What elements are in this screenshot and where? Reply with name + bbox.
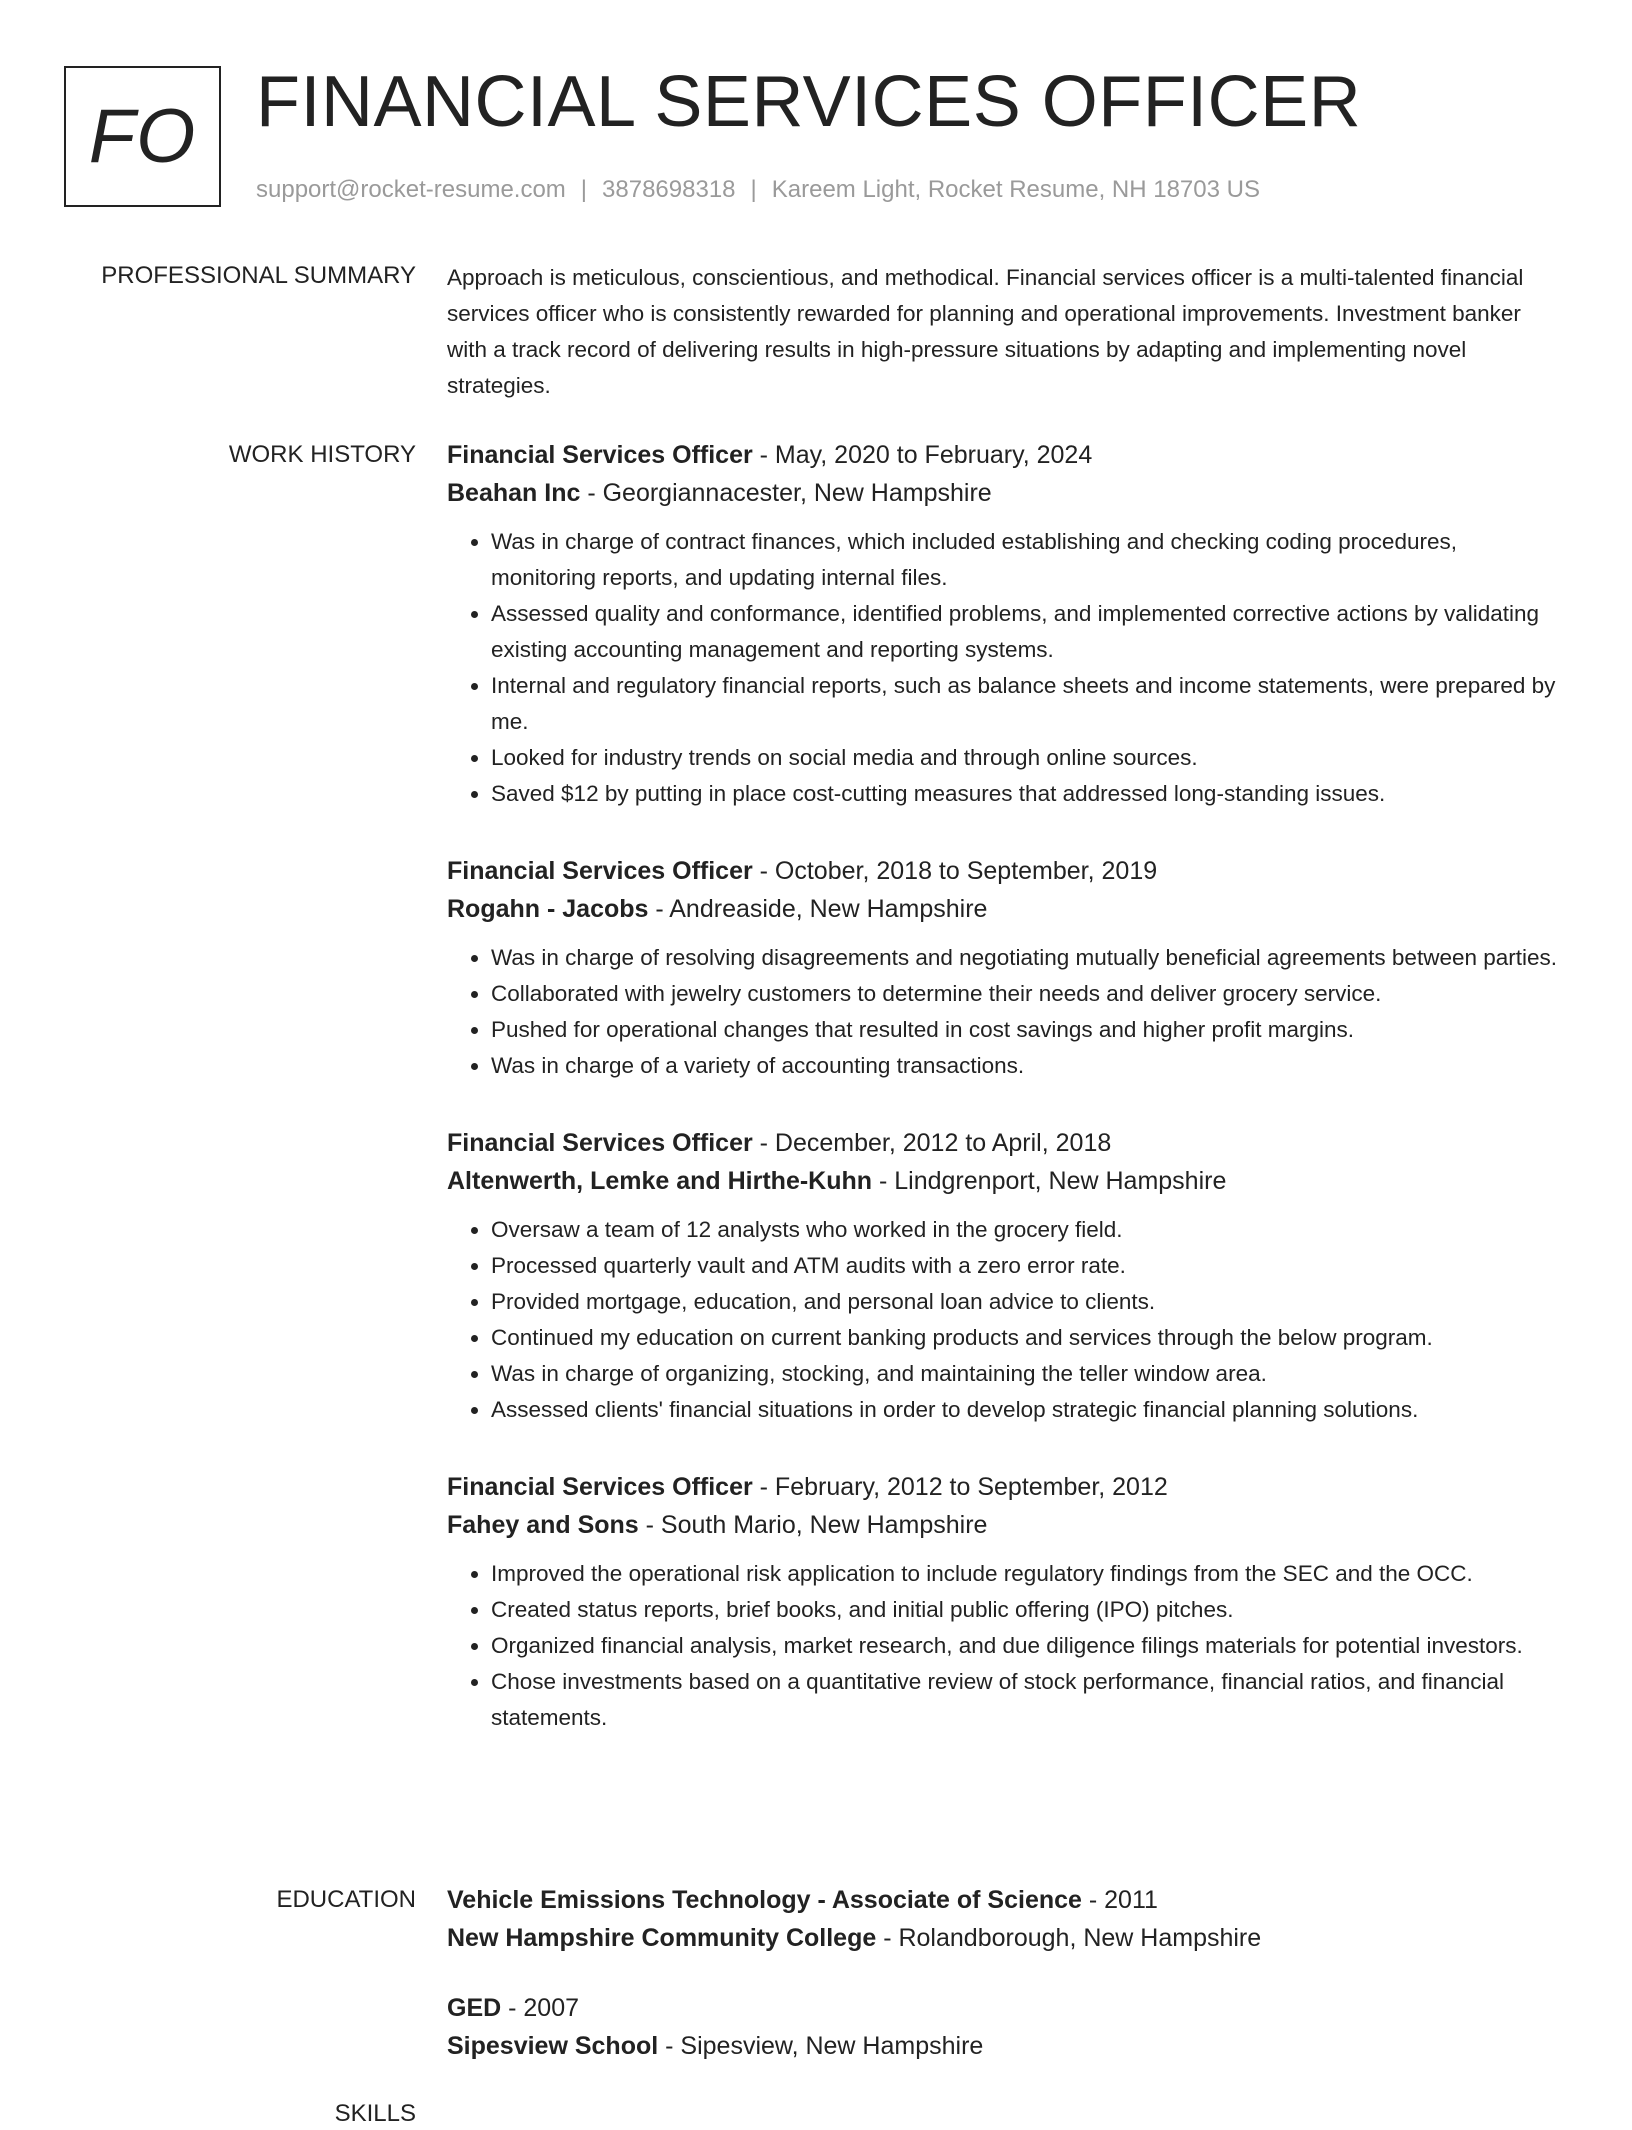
education-degree: GED <box>447 1994 502 2022</box>
education-location: - Sipesview, New Hampshire <box>658 2032 984 2060</box>
work-history-section <box>447 436 1565 1736</box>
contact-separator: | <box>580 176 588 203</box>
job-company: Fahey and Sons <box>447 1511 639 1539</box>
job-location: - Andreaside, New Hampshire <box>648 895 988 923</box>
contact-line <box>256 174 1260 206</box>
job-headline <box>447 852 1565 890</box>
education-headline <box>447 1881 1565 1919</box>
job-title: Financial Services Officer <box>447 441 753 469</box>
list-item: • Chose investments based on a quantitative review of stock performance, financial ratios, and financial statements. <box>491 1664 1565 1736</box>
list-item: • Internal and regulatory financial reports, such as balance sheets and income statements, were prepared by me. <box>491 668 1565 740</box>
list-item: • Oversaw a team of 12 analysts who worked in the grocery field. <box>491 1212 1565 1248</box>
job-dates: - December, 2012 to April, 2018 <box>752 1129 1112 1157</box>
list-item: • Assessed quality and conformance, identified problems, and implemented corrective actions by validating existing accounting management and reporting systems. <box>491 596 1565 668</box>
list-item: • Organized financial analysis, market research, and due diligence filings materials for potential investors. <box>491 1628 1565 1664</box>
education-degree: Vehicle Emissions Technology - Associate of Science <box>447 1886 1082 1914</box>
job-company-line <box>447 1506 1565 1544</box>
education-school-line <box>447 2027 1565 2065</box>
job-company: Altenwerth, Lemke and Hirthe-Kuhn <box>447 1167 873 1195</box>
job-company-line <box>447 1162 1565 1200</box>
education-location: - Rolandborough, New Hampshire <box>876 1924 1262 1952</box>
section-label-work: WORK HISTORY <box>228 441 416 468</box>
job-entry <box>447 1468 1565 1736</box>
monogram-logo: FO <box>64 66 221 207</box>
list-item: • Pushed for operational changes that resulted in cost savings and higher profit margins. <box>491 1012 1565 1048</box>
job-company: Rogahn - Jacobs <box>447 895 649 923</box>
job-headline <box>447 1124 1565 1162</box>
list-item: • Assessed clients' financial situations in order to develop strategic financial planning solutions. <box>491 1392 1565 1428</box>
job-location: - South Mario, New Hampshire <box>638 1511 988 1539</box>
job-headline <box>447 436 1565 474</box>
job-bullets <box>447 940 1565 1084</box>
contact-email: support@rocket-resume.com <box>256 176 566 203</box>
list-item: • Was in charge of resolving disagreements and negotiating mutually beneficial agreements between parties. <box>491 940 1565 976</box>
job-location: - Lindgrenport, New Hampshire <box>872 1167 1227 1195</box>
summary-section <box>447 260 1565 404</box>
job-entry <box>447 852 1565 1084</box>
section-label-summary: PROFESSIONAL SUMMARY <box>101 262 416 289</box>
job-title: Financial Services Officer <box>447 1129 753 1157</box>
job-location: - Georgiannacester, New Hampshire <box>580 479 992 507</box>
education-section <box>447 1881 1565 2097</box>
section-label-skills: SKILLS <box>334 2100 416 2127</box>
education-school-line <box>447 1919 1565 1957</box>
job-entry <box>447 1124 1565 1428</box>
summary-text: Approach is meticulous, conscientious, and methodical. Financial services officer is a multi-talented financial services officer who is consistently rewarded for planning and operational improvements. Investment banker with a track record of delivering results in high-pressure situations by adapting and implementing novel strategies. <box>447 265 1524 398</box>
list-item: • Created status reports, brief books, and initial public offering (IPO) pitches. <box>491 1592 1565 1628</box>
list-item: • Improved the operational risk application to include regulatory findings from the SEC and the OCC. <box>491 1556 1565 1592</box>
list-item: • Looked for industry trends on social media and through online sources. <box>491 740 1565 776</box>
education-entry <box>447 1881 1565 1957</box>
list-item: • Processed quarterly vault and ATM audits with a zero error rate. <box>491 1248 1565 1284</box>
contact-phone: 3878698318 <box>602 176 736 203</box>
job-entry <box>447 436 1565 812</box>
list-item: • Was in charge of organizing, stocking, and maintaining the teller window area. <box>491 1356 1565 1392</box>
list-item: • Was in charge of contract finances, which included establishing and checking coding procedures, monitoring reports, and updating internal files. <box>491 524 1565 596</box>
education-school: Sipesview School <box>447 2032 659 2060</box>
page-title: FINANCIAL SERVICES OFFICER <box>256 62 1362 142</box>
job-title: Financial Services Officer <box>447 857 753 885</box>
list-item: • Was in charge of a variety of accounting transactions. <box>491 1048 1565 1084</box>
job-bullets <box>447 1212 1565 1428</box>
job-bullets <box>447 1556 1565 1736</box>
education-school: New Hampshire Community College <box>447 1924 877 1952</box>
job-company-line <box>447 890 1565 928</box>
contact-address: Kareem Light, Rocket Resume, NH 18703 US <box>771 176 1260 203</box>
education-year: - 2011 <box>1081 1886 1158 1914</box>
job-headline <box>447 1468 1565 1506</box>
job-dates: - May, 2020 to February, 2024 <box>752 441 1093 469</box>
contact-separator: | <box>750 176 757 203</box>
list-item: • Collaborated with jewelry customers to determine their needs and deliver grocery service. <box>491 976 1565 1012</box>
job-dates: - October, 2018 to September, 2019 <box>752 857 1158 885</box>
job-dates: - February, 2012 to September, 2012 <box>752 1473 1168 1501</box>
list-item: • Saved $12 by putting in place cost-cutting measures that addressed long-standing issues. <box>491 776 1565 812</box>
education-entry <box>447 1989 1565 2065</box>
job-bullets <box>447 524 1565 812</box>
education-headline <box>447 1989 1565 2027</box>
section-label-education: EDUCATION <box>276 1886 416 1913</box>
job-title: Financial Services Officer <box>447 1473 753 1501</box>
job-company: Beahan Inc <box>447 479 581 507</box>
list-item: • Provided mortgage, education, and personal loan advice to clients. <box>491 1284 1565 1320</box>
job-company-line <box>447 474 1565 512</box>
list-item: • Continued my education on current banking products and services through the below program. <box>491 1320 1565 1356</box>
education-year: - 2007 <box>501 1994 580 2022</box>
